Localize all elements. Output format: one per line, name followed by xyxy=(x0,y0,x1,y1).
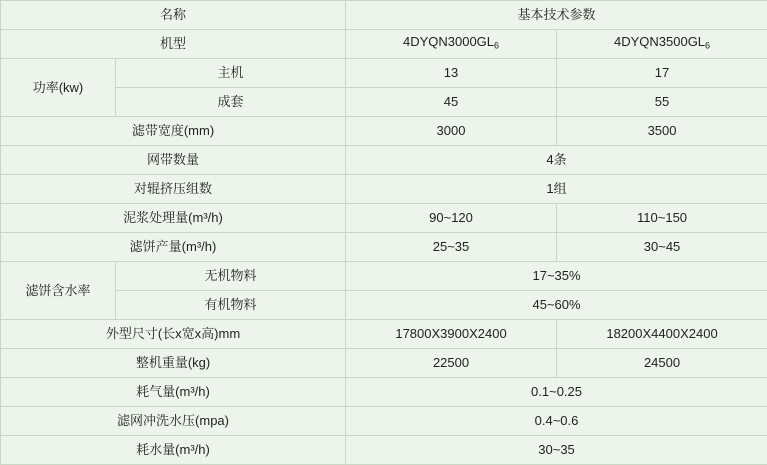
cell-roller-groups-value: 1组 xyxy=(346,175,767,204)
cell-moisture-organic: 45~60% xyxy=(346,291,767,320)
sub-label-main-machine: 主机 xyxy=(116,59,346,88)
cell-air-consumption-value: 0.1~0.25 xyxy=(346,378,767,407)
row-label-dimensions: 外型尺寸(长x宽x高)mm xyxy=(1,320,346,349)
table-row xyxy=(1,117,767,146)
cell-dimensions-3000: 17800X3900X2400 xyxy=(346,320,557,349)
cell-weight-3500: 24500 xyxy=(557,349,767,378)
table-row xyxy=(1,407,767,436)
cell-water-consumption-value: 30~35 xyxy=(346,436,767,465)
cell-wash-pressure-value: 0.4~0.6 xyxy=(346,407,767,436)
table-row xyxy=(1,262,767,291)
row-label-model: 机型 xyxy=(1,30,346,59)
table-row xyxy=(1,59,767,88)
sub-label-complete-set: 成套 xyxy=(116,88,346,117)
table-row xyxy=(1,349,767,378)
header-params-cell: 基本技术参数 xyxy=(346,1,767,30)
row-label-cake-output: 滤饼产量(m³/h) xyxy=(1,233,346,262)
table-row xyxy=(1,1,767,30)
table-row xyxy=(1,378,767,407)
header-name-cell: 名称 xyxy=(1,1,346,30)
table-row xyxy=(1,175,767,204)
row-label-slurry-capacity: 泥浆处理量(m³/h) xyxy=(1,204,346,233)
cell-power-main-3500: 17 xyxy=(557,59,767,88)
model-3000-subscript: 6 xyxy=(494,41,499,51)
table-row xyxy=(1,436,767,465)
table-row xyxy=(1,291,767,320)
row-label-wash-pressure: 滤网冲洗水压(mpa) xyxy=(1,407,346,436)
table-row xyxy=(1,30,767,59)
cell-weight-3000: 22500 xyxy=(346,349,557,378)
model-3500-text: 4DYQN3500GL xyxy=(614,34,705,49)
group-label-power: 功率(kw) xyxy=(1,59,116,117)
row-label-belt-width: 滤带宽度(mm) xyxy=(1,117,346,146)
cell-moisture-inorganic: 17~35% xyxy=(346,262,767,291)
table-row xyxy=(1,146,767,175)
model-3000-text: 4DYQN3000GL xyxy=(403,34,494,49)
cell-belt-width-3000: 3000 xyxy=(346,117,557,146)
cell-belt-width-3500: 3500 xyxy=(557,117,767,146)
cell-power-set-3000: 45 xyxy=(346,88,557,117)
cell-model-3000 xyxy=(346,30,557,59)
table-row xyxy=(1,233,767,262)
cell-cake-output-3000: 25~35 xyxy=(346,233,557,262)
cell-slurry-capacity-3000: 90~120 xyxy=(346,204,557,233)
sub-label-inorganic: 无机物料 xyxy=(116,262,346,291)
cell-cake-output-3500: 30~45 xyxy=(557,233,767,262)
cell-power-main-3000: 13 xyxy=(346,59,557,88)
row-label-water-consumption: 耗水量(m³/h) xyxy=(1,436,346,465)
group-label-cake-moisture: 滤饼含水率 xyxy=(1,262,116,320)
row-label-air-consumption: 耗气量(m³/h) xyxy=(1,378,346,407)
row-label-belt-count: 网带数量 xyxy=(1,146,346,175)
cell-slurry-capacity-3500: 110~150 xyxy=(557,204,767,233)
table-row xyxy=(1,320,767,349)
cell-belt-count-value: 4条 xyxy=(346,146,767,175)
cell-dimensions-3500: 18200X4400X2400 xyxy=(557,320,767,349)
row-label-weight: 整机重量(kg) xyxy=(1,349,346,378)
table-row xyxy=(1,88,767,117)
cell-model-3500 xyxy=(557,30,767,59)
sub-label-organic: 有机物料 xyxy=(116,291,346,320)
row-label-roller-groups: 对辊挤压组数 xyxy=(1,175,346,204)
model-3500-subscript: 6 xyxy=(705,41,710,51)
table-row xyxy=(1,204,767,233)
cell-power-set-3500: 55 xyxy=(557,88,767,117)
